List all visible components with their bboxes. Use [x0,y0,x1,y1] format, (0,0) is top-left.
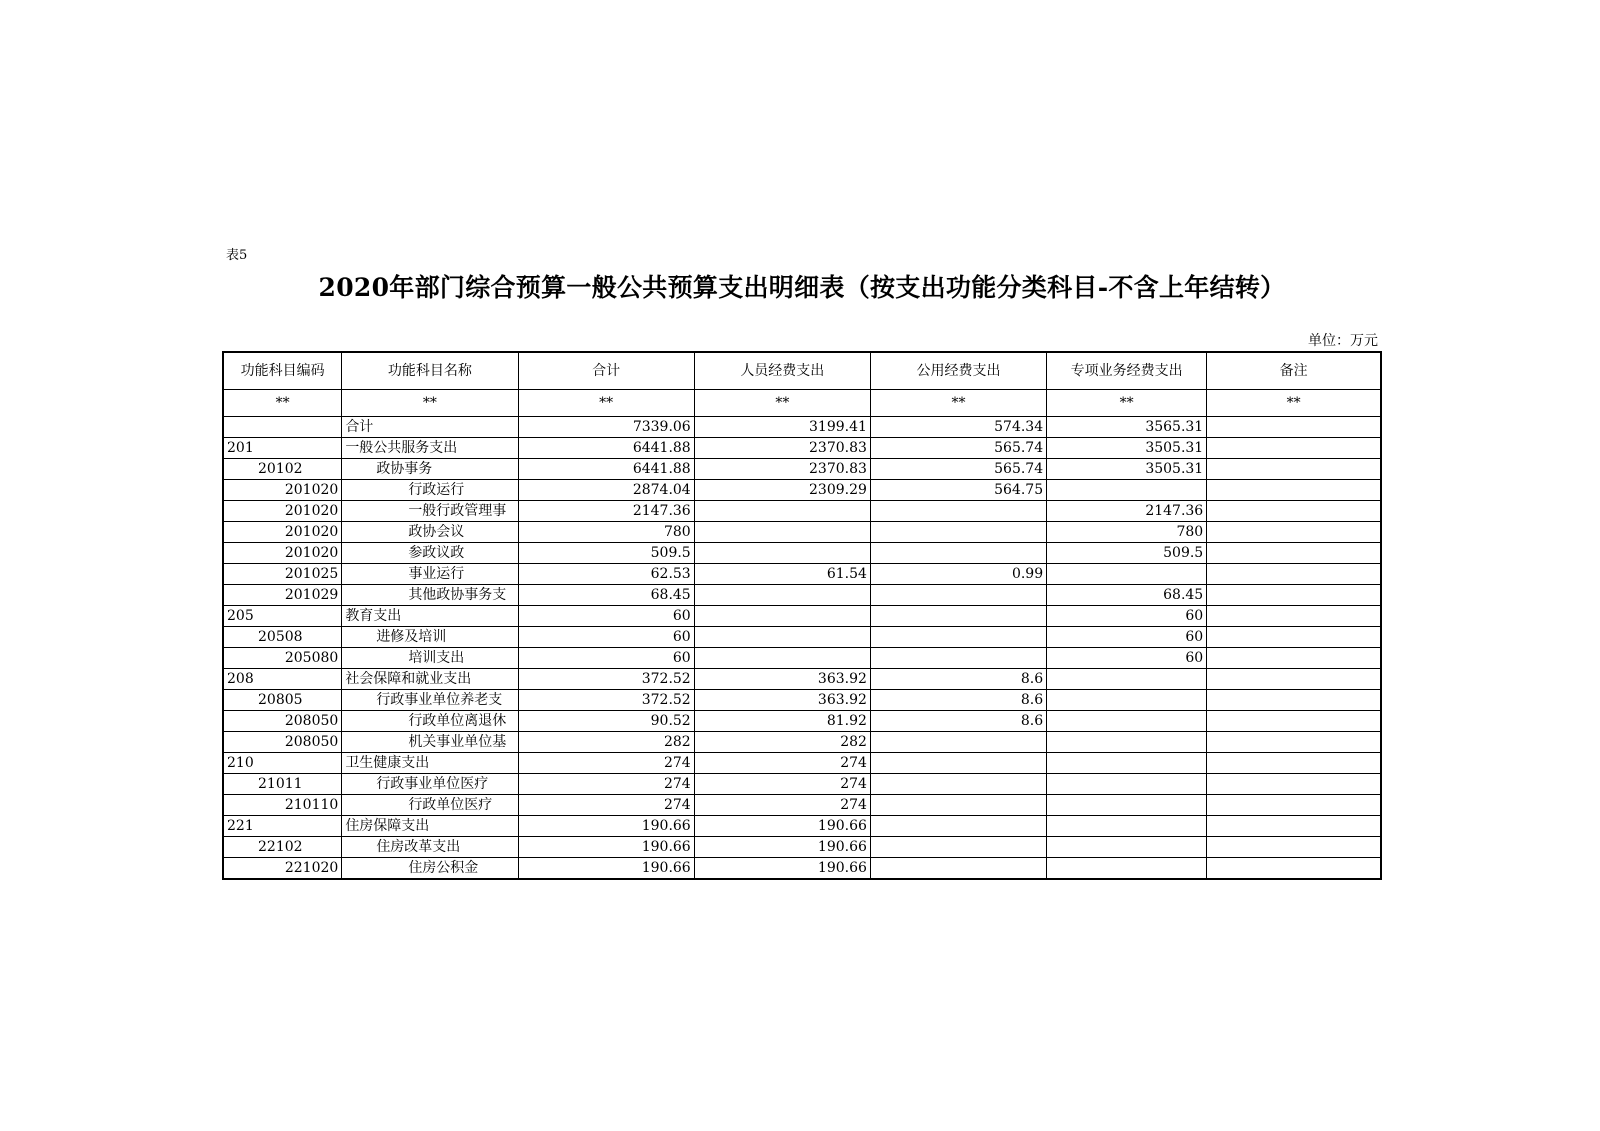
public-cell [870,858,1046,880]
note-cell [1207,816,1381,837]
note-cell [1207,480,1381,501]
total-cell: 2874.04 [518,480,694,501]
placeholder-cell: ** [1047,390,1207,417]
code-cell: 20102 [223,459,342,480]
special-cell [1047,753,1207,774]
note-cell [1207,459,1381,480]
code-cell: 22102 [223,837,342,858]
note-cell [1207,774,1381,795]
public-cell: 565.74 [870,438,1046,459]
personnel-cell: 2370.83 [694,438,870,459]
name-cell: 参政议政 [342,543,518,564]
header-row [223,352,1381,390]
name-cell: 培训支出 [342,648,518,669]
column-header: 专项业务经费支出 [1047,352,1207,390]
total-cell: 60 [518,648,694,669]
personnel-cell: 3199.41 [694,417,870,438]
table-row [223,732,1381,753]
table-label: 表5 [226,248,248,263]
note-cell [1207,438,1381,459]
code-cell: 201029 [223,585,342,606]
personnel-cell: 61.54 [694,564,870,585]
special-cell: 60 [1047,627,1207,648]
public-cell [870,795,1046,816]
table-row [223,648,1381,669]
table-row [223,417,1381,438]
name-cell: 其他政协事务支 [342,585,518,606]
total-cell: 90.52 [518,711,694,732]
name-cell: 卫生健康支出 [342,753,518,774]
special-cell [1047,690,1207,711]
special-cell: 60 [1047,648,1207,669]
public-cell [870,543,1046,564]
table-row [223,585,1381,606]
special-cell: 2147.36 [1047,501,1207,522]
personnel-cell: 190.66 [694,837,870,858]
name-cell: 住房保障支出 [342,816,518,837]
table-row [223,753,1381,774]
total-cell: 190.66 [518,858,694,880]
public-cell [870,774,1046,795]
special-cell: 60 [1047,606,1207,627]
public-cell [870,627,1046,648]
table-row [223,438,1381,459]
name-cell: 事业运行 [342,564,518,585]
public-cell: 574.34 [870,417,1046,438]
special-cell [1047,816,1207,837]
table-row [223,816,1381,837]
name-cell: 住房公积金 [342,858,518,880]
table-row [223,690,1381,711]
note-cell [1207,501,1381,522]
note-cell [1207,732,1381,753]
special-cell: 3505.31 [1047,438,1207,459]
name-cell: 一般公共服务支出 [342,438,518,459]
table-row [223,858,1381,880]
name-cell: 行政单位离退休 [342,711,518,732]
special-cell [1047,774,1207,795]
name-cell: 住房改革支出 [342,837,518,858]
total-cell: 68.45 [518,585,694,606]
table-row [223,501,1381,522]
total-cell: 372.52 [518,669,694,690]
name-cell: 合计 [342,417,518,438]
code-cell: 208050 [223,711,342,732]
personnel-cell [694,627,870,648]
public-cell: 8.6 [870,711,1046,732]
total-cell: 372.52 [518,690,694,711]
note-cell [1207,753,1381,774]
page-title: 2020年部门综合预算一般公共预算支出明细表（按支出功能分类科目-不含上年结转） [318,273,1286,302]
table-row [223,774,1381,795]
code-cell: 205080 [223,648,342,669]
table-row [223,837,1381,858]
total-cell: 6441.88 [518,459,694,480]
total-cell: 62.53 [518,564,694,585]
total-cell: 282 [518,732,694,753]
special-cell [1047,732,1207,753]
personnel-cell: 190.66 [694,816,870,837]
note-cell [1207,795,1381,816]
name-cell: 政协会议 [342,522,518,543]
code-cell: 210110 [223,795,342,816]
total-cell: 780 [518,522,694,543]
personnel-cell [694,501,870,522]
note-cell [1207,669,1381,690]
special-cell: 3565.31 [1047,417,1207,438]
code-cell: 201025 [223,564,342,585]
total-cell: 509.5 [518,543,694,564]
code-cell: 208 [223,669,342,690]
total-cell: 274 [518,753,694,774]
name-cell: 社会保障和就业支出 [342,669,518,690]
personnel-cell [694,543,870,564]
note-cell [1207,858,1381,880]
personnel-cell: 274 [694,795,870,816]
note-cell [1207,711,1381,732]
table-row [223,606,1381,627]
column-header: 合计 [518,352,694,390]
note-cell [1207,585,1381,606]
public-cell [870,753,1046,774]
note-cell [1207,417,1381,438]
special-cell [1047,480,1207,501]
placeholder-cell: ** [870,390,1046,417]
public-cell: 8.6 [870,669,1046,690]
personnel-cell: 363.92 [694,669,870,690]
column-header: 功能科目名称 [342,352,518,390]
public-cell [870,648,1046,669]
name-cell: 进修及培训 [342,627,518,648]
table-row [223,480,1381,501]
total-cell: 2147.36 [518,501,694,522]
public-cell [870,501,1046,522]
budget-table [222,351,1382,880]
public-cell [870,606,1046,627]
table-row [223,543,1381,564]
table-row [223,711,1381,732]
total-cell: 274 [518,795,694,816]
total-cell: 7339.06 [518,417,694,438]
code-cell: 205 [223,606,342,627]
column-header: 功能科目编码 [223,352,342,390]
special-cell: 3505.31 [1047,459,1207,480]
code-cell: 221020 [223,858,342,880]
name-cell: 行政事业单位养老支 [342,690,518,711]
table-row [223,459,1381,480]
public-cell [870,837,1046,858]
personnel-cell: 274 [694,774,870,795]
name-cell: 政协事务 [342,459,518,480]
personnel-cell: 282 [694,732,870,753]
table-row [223,795,1381,816]
code-cell: 201020 [223,522,342,543]
personnel-cell: 190.66 [694,858,870,880]
personnel-cell [694,606,870,627]
code-cell: 201020 [223,543,342,564]
special-cell [1047,669,1207,690]
name-cell: 行政单位医疗 [342,795,518,816]
special-cell [1047,711,1207,732]
total-cell: 60 [518,606,694,627]
note-cell [1207,648,1381,669]
note-cell [1207,522,1381,543]
code-cell: 221 [223,816,342,837]
public-cell: 564.75 [870,480,1046,501]
special-cell [1047,795,1207,816]
public-cell: 565.74 [870,459,1046,480]
name-cell: 机关事业单位基 [342,732,518,753]
name-cell: 一般行政管理事 [342,501,518,522]
public-cell [870,732,1046,753]
special-cell: 68.45 [1047,585,1207,606]
name-cell: 教育支出 [342,606,518,627]
public-cell [870,522,1046,543]
table-row [223,564,1381,585]
placeholder-cell: ** [694,390,870,417]
note-cell [1207,606,1381,627]
total-cell: 274 [518,774,694,795]
note-cell [1207,564,1381,585]
code-cell: 21011 [223,774,342,795]
total-cell: 60 [518,627,694,648]
public-cell [870,816,1046,837]
code-cell: 201020 [223,501,342,522]
personnel-cell: 81.92 [694,711,870,732]
special-cell: 780 [1047,522,1207,543]
column-header: 公用经费支出 [870,352,1046,390]
placeholder-cell: ** [342,390,518,417]
code-cell [223,417,342,438]
code-cell: 20508 [223,627,342,648]
column-header: 人员经费支出 [694,352,870,390]
personnel-cell: 274 [694,753,870,774]
personnel-cell: 2309.29 [694,480,870,501]
code-cell: 210 [223,753,342,774]
total-cell: 190.66 [518,837,694,858]
placeholder-cell: ** [223,390,342,417]
personnel-cell [694,648,870,669]
note-cell [1207,627,1381,648]
special-cell: 509.5 [1047,543,1207,564]
code-cell: 201 [223,438,342,459]
name-cell: 行政运行 [342,480,518,501]
code-cell: 20805 [223,690,342,711]
note-cell [1207,543,1381,564]
personnel-cell: 2370.83 [694,459,870,480]
table-row [223,669,1381,690]
special-cell [1047,564,1207,585]
personnel-cell [694,522,870,543]
public-cell [870,585,1046,606]
note-cell [1207,837,1381,858]
total-cell: 6441.88 [518,438,694,459]
table-row [223,627,1381,648]
placeholder-row [223,390,1381,417]
placeholder-cell: ** [518,390,694,417]
personnel-cell [694,585,870,606]
public-cell: 0.99 [870,564,1046,585]
public-cell: 8.6 [870,690,1046,711]
table-body [223,390,1381,880]
column-header: 备注 [1207,352,1381,390]
personnel-cell: 363.92 [694,690,870,711]
placeholder-cell: ** [1207,390,1381,417]
special-cell [1047,858,1207,880]
code-cell: 208050 [223,732,342,753]
unit-note: 单位：万元 [1308,333,1378,349]
note-cell [1207,690,1381,711]
name-cell: 行政事业单位医疗 [342,774,518,795]
special-cell [1047,837,1207,858]
table-row [223,522,1381,543]
code-cell: 201020 [223,480,342,501]
total-cell: 190.66 [518,816,694,837]
